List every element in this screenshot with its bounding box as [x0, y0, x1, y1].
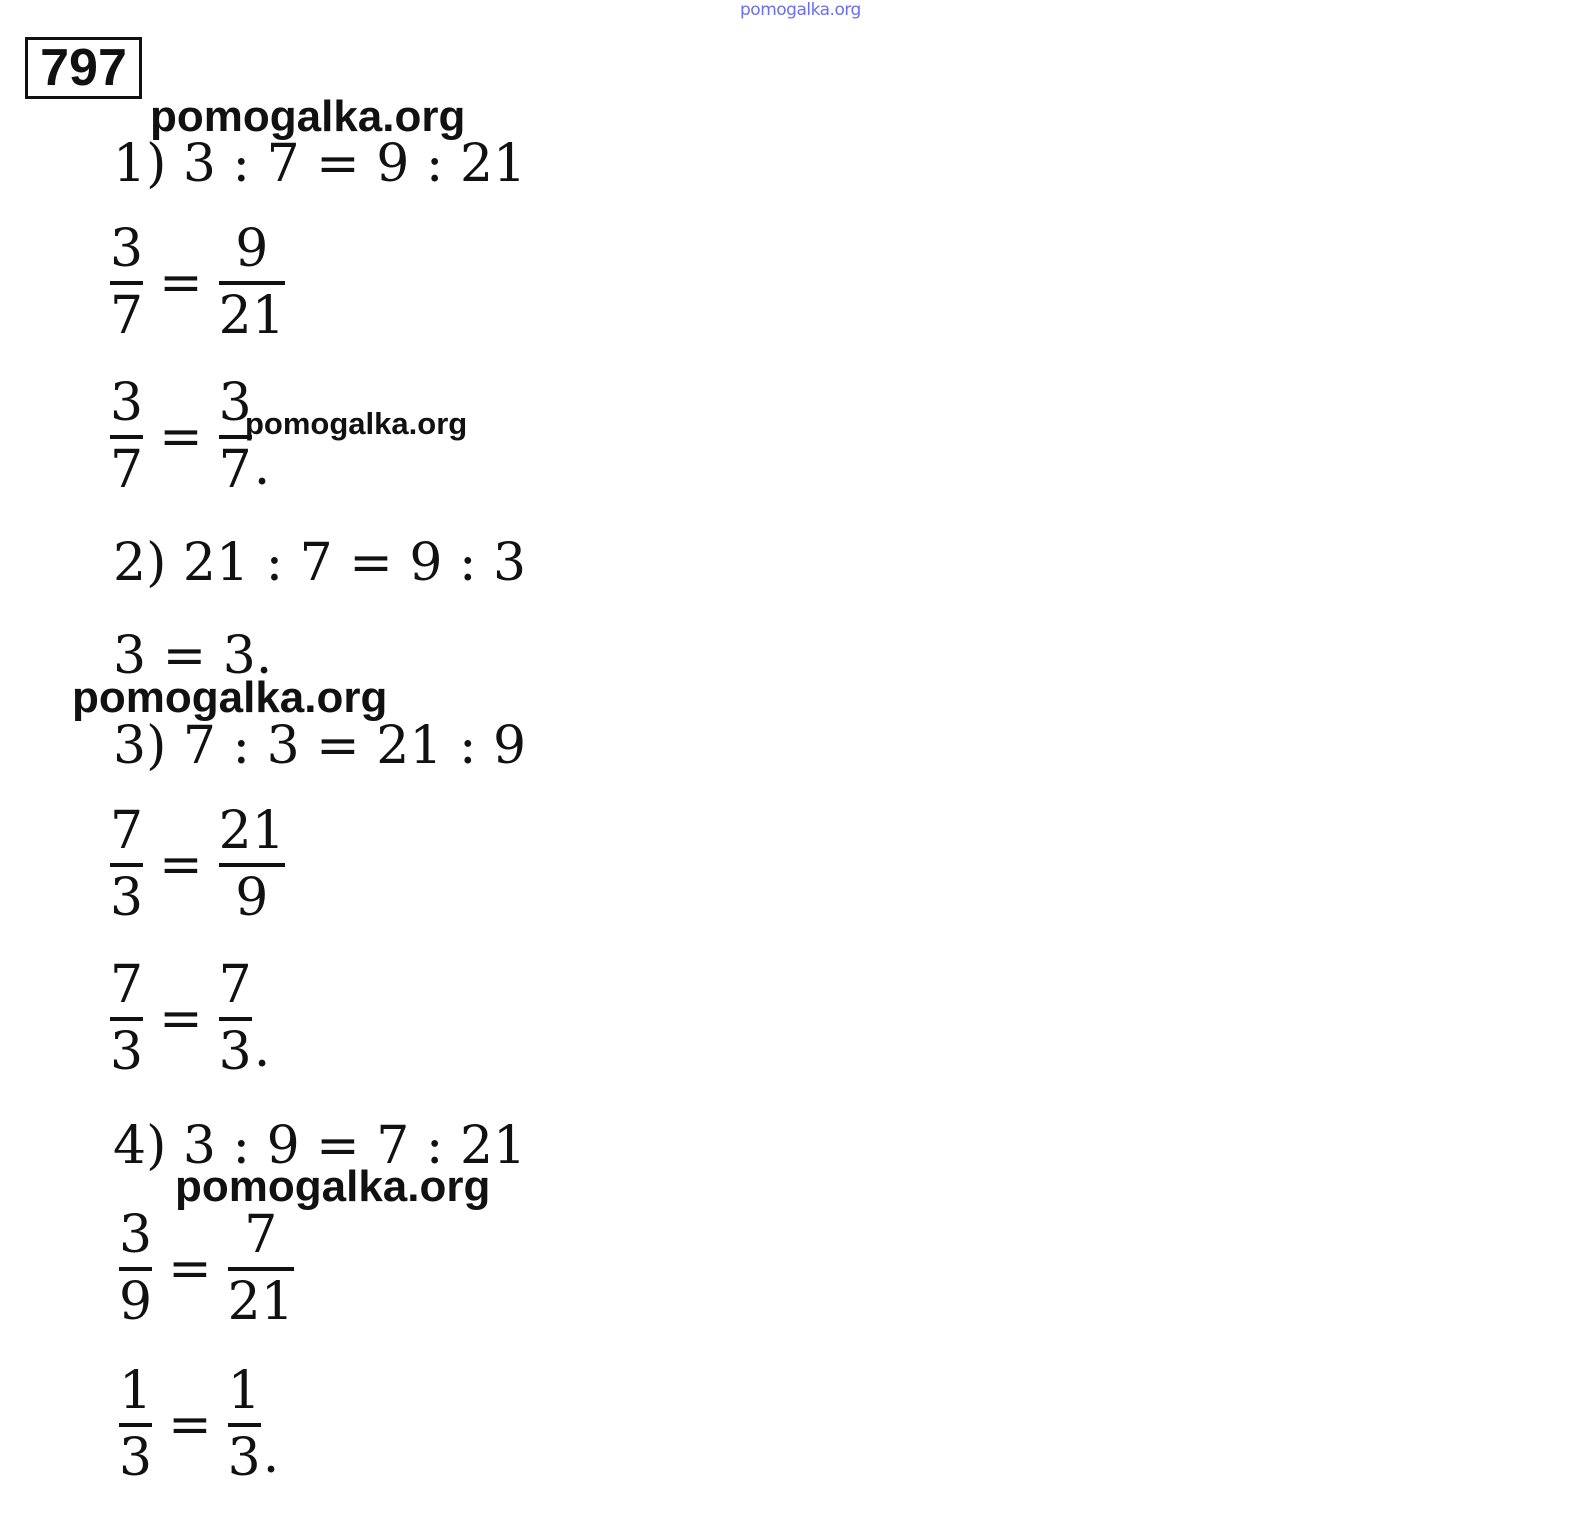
numerator: 3 [218, 373, 252, 433]
fraction-bar [219, 1017, 252, 1021]
part4-heading: 4) 3 : 9 = 7 : 21 [113, 1116, 527, 1176]
denominator: 9 [235, 867, 269, 928]
fraction-left [119, 1361, 153, 1488]
fraction-right [218, 955, 252, 1082]
numerator: 9 [235, 219, 269, 279]
watermark-1: pomogalka.org [150, 92, 466, 141]
fraction-bar [228, 1423, 261, 1427]
part2-heading: 2) 21 : 7 = 9 : 3 [113, 533, 527, 593]
denominator: 9 [119, 1271, 153, 1332]
equals-sign: = [159, 252, 203, 313]
fraction-bar [110, 863, 143, 867]
fraction-left [110, 801, 144, 928]
fraction-right [227, 1205, 294, 1332]
denominator: 7 [110, 285, 144, 346]
numerator: 7 [218, 955, 252, 1015]
fraction-right [218, 219, 285, 346]
part3-fraction-eq-2 [110, 955, 271, 1082]
problem-number-box [25, 37, 142, 99]
numerator: 1 [227, 1361, 261, 1421]
fraction-bar [119, 1267, 152, 1271]
part1-fraction-eq-1 [110, 219, 285, 346]
fraction-left [110, 955, 144, 1082]
fraction-right [227, 1361, 261, 1488]
equals-sign: = [168, 1238, 212, 1299]
fraction-bar [110, 281, 143, 285]
equals-sign: = [159, 834, 203, 895]
part1-heading: 1) 3 : 7 = 9 : 21 [113, 134, 527, 194]
part2-result: 3 = 3. [113, 626, 273, 686]
numerator: 7 [244, 1205, 278, 1265]
fraction-bar [119, 1423, 152, 1427]
watermark-2: pomogalka.org [245, 406, 468, 441]
numerator: 7 [110, 955, 144, 1015]
part4-fraction-eq-1 [119, 1205, 294, 1332]
fraction-left [110, 373, 144, 500]
denominator: 21 [227, 1271, 294, 1332]
period: . [253, 436, 271, 497]
period: . [262, 1424, 280, 1485]
fraction-bar [110, 435, 143, 439]
fraction-bar [110, 1017, 143, 1021]
denominator: 3 [218, 1021, 252, 1082]
equals-sign: = [159, 406, 203, 467]
numerator: 3 [110, 373, 144, 433]
fraction-right [218, 801, 285, 928]
watermark-3: pomogalka.org [72, 673, 388, 722]
fraction-bar [219, 863, 285, 867]
denominator: 3 [110, 1021, 144, 1082]
numerator: 1 [119, 1361, 153, 1421]
denominator: 3 [119, 1427, 153, 1488]
denominator: 3 [227, 1427, 261, 1488]
part3-heading: 3) 7 : 3 = 21 : 9 [113, 716, 527, 776]
part4-fraction-eq-2 [119, 1361, 280, 1488]
numerator: 3 [110, 219, 144, 279]
part3-fraction-eq-1 [110, 801, 285, 928]
numerator: 21 [218, 801, 285, 861]
numerator: 7 [110, 801, 144, 861]
fraction-bar [219, 281, 285, 285]
denominator: 21 [218, 285, 285, 346]
fraction-bar [228, 1267, 294, 1271]
period: . [253, 1018, 271, 1079]
numerator: 3 [119, 1205, 153, 1265]
fraction-left [119, 1205, 153, 1332]
denominator: 7 [218, 439, 252, 500]
watermark-4: pomogalka.org [175, 1162, 491, 1211]
fraction-left [110, 219, 144, 346]
problem-number: 797 [40, 39, 127, 97]
denominator: 7 [110, 439, 144, 500]
top-watermark: pomogalka.org [740, 0, 861, 20]
equals-sign: = [159, 988, 203, 1049]
equals-sign: = [168, 1394, 212, 1455]
denominator: 3 [110, 867, 144, 928]
